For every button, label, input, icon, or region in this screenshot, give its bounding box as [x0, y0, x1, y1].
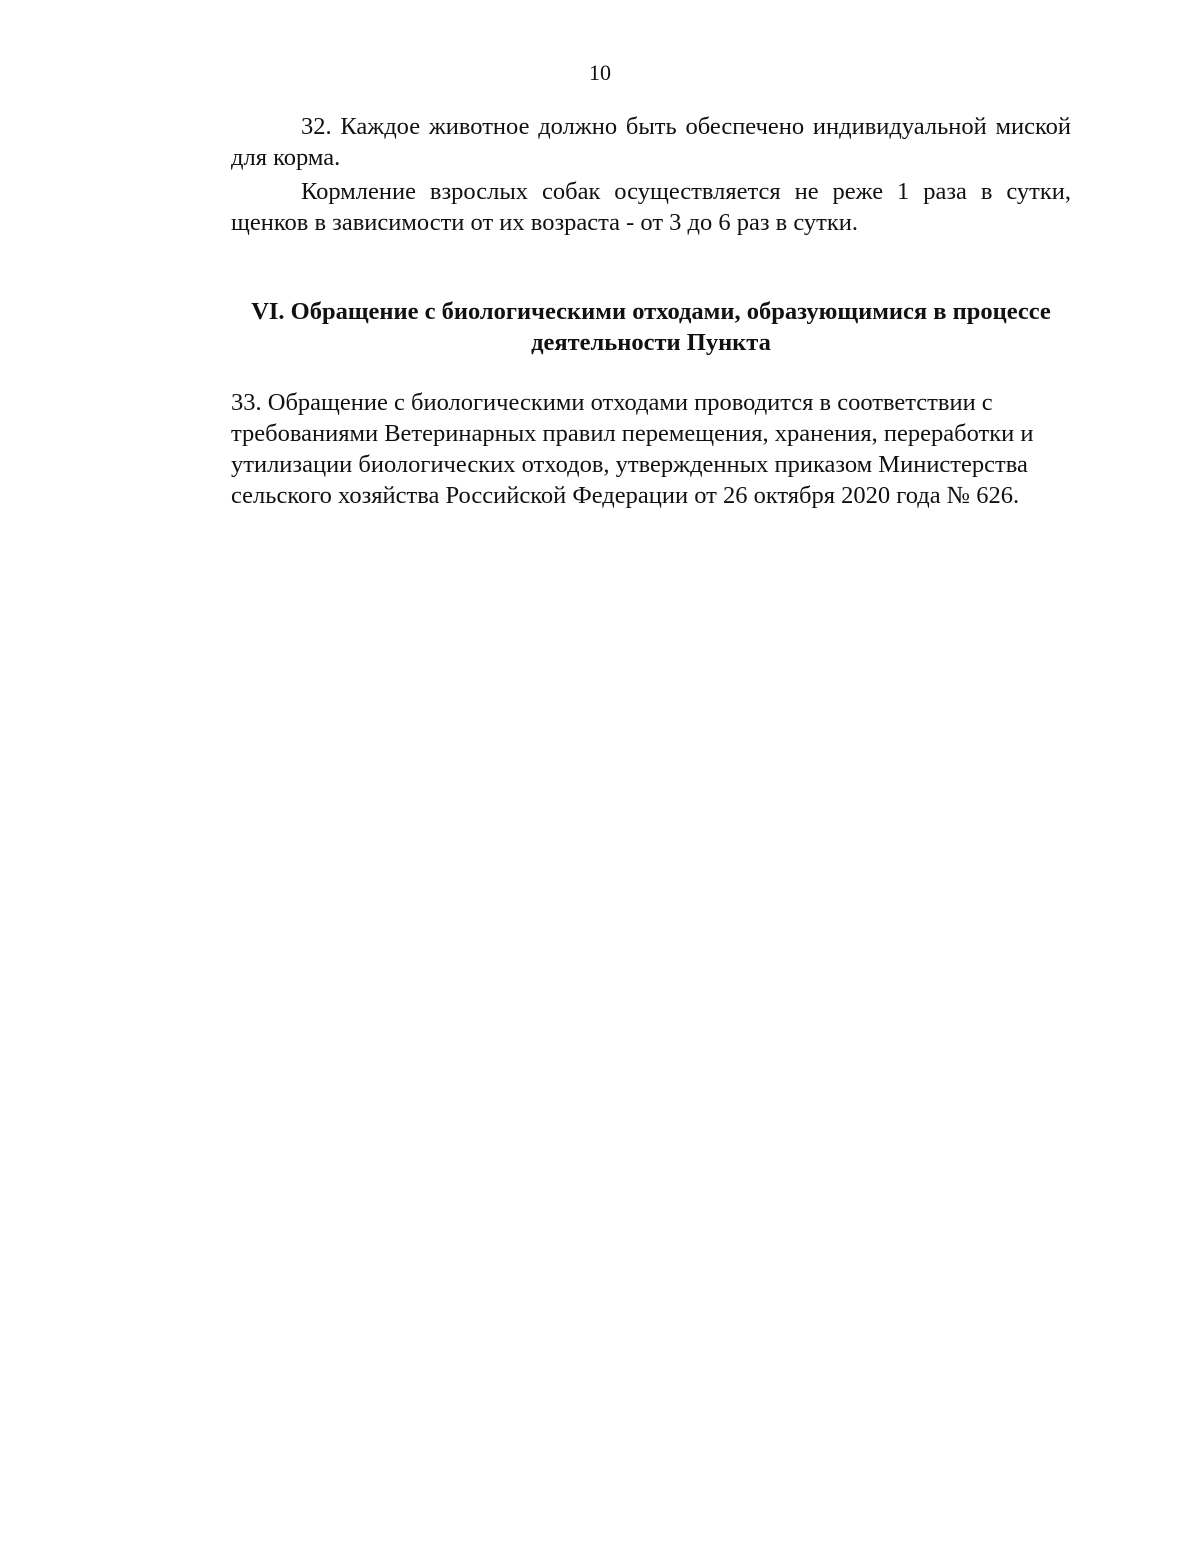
- paragraph-32: 32. Каждое животное должно быть обеспечено индивидуальной миской для корма.: [231, 113, 1071, 171]
- section-heading: VI. Обращение с биологическими отходами, образующимися в процессе деятельности Пункта: [251, 298, 1051, 356]
- paragraph-feeding: Кормление взрослых собак осуществляется не реже 1 раза в сутки, щенков в зависимости от их возраста - от 3 до 6 раз в сутки.: [231, 178, 1071, 236]
- page-number: 10: [589, 60, 611, 85]
- paragraph-33: 33. Обращение с биологическими отходами проводится в соответствии с требованиями Ветеринарных правил перемещения, хранения, переработки и утилизации биологических отходов, утвержденных приказом Министерства сельского хозяйства Российской Федерации от 26 октября 2020 года № 626.: [231, 389, 1034, 509]
- document-body: [231, 111, 1071, 511]
